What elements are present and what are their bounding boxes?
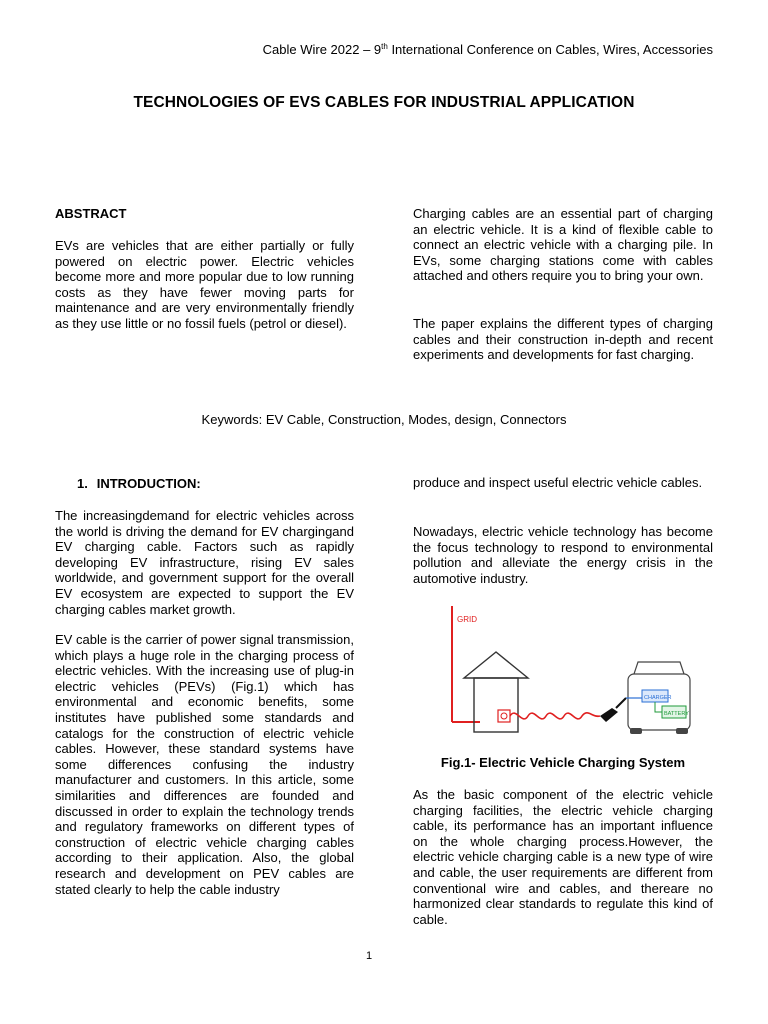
battery-label: BATTERY bbox=[664, 711, 689, 717]
header-superscript: th bbox=[381, 42, 388, 51]
battery-link bbox=[655, 702, 662, 712]
intro-paragraph-1 bbox=[55, 508, 354, 617]
figure-caption bbox=[413, 754, 713, 772]
car-wheel-left bbox=[630, 728, 642, 734]
abstract-p2-text: Charging cables are an essential part of charging an electric vehicle. It is a kind of flexible cable to connect an electric vehicle with a charging pile. In EVs, some charging stations come with cables attached and others require you to bring your own. bbox=[413, 206, 713, 284]
header-prefix: Cable Wire 2022 – 9 bbox=[262, 42, 382, 57]
header-suffix: International Conference on Cables, Wires, Accessories bbox=[387, 42, 713, 57]
outlet-socket-icon bbox=[501, 713, 507, 719]
intro-p5-text: As the basic component of the electric vehicle charging facilities, the electric vehicle charging cable, its performance has an important influence on the whole charging process.However, the electric vehicle charging cable is a new type of wire and cable, the user requirements are different from conventional wire and cables, and thereare no harmonized clear standards to regulate this kind of cable. bbox=[413, 787, 713, 927]
paper-title: TECHNOLOGIES OF EVS CABLES FOR INDUSTRIAL APPLICATION bbox=[133, 94, 635, 111]
intro-paragraph-4 bbox=[413, 524, 713, 586]
charging-cable bbox=[510, 713, 600, 719]
intro-p3-text: produce and inspect useful electric vehicle cables. bbox=[413, 475, 703, 490]
intro-p4-text: Nowadays, electric vehicle technology has become the focus technology to respond to environmental pollution and alleviate the energy crisis in the automotive industry. bbox=[413, 524, 713, 586]
abstract-heading-text: ABSTRACT bbox=[55, 206, 127, 221]
intro-paragraph-5 bbox=[413, 787, 713, 927]
house-roof-icon bbox=[464, 652, 528, 678]
page-number: 1 bbox=[365, 950, 373, 962]
ev-charging-figure bbox=[440, 600, 700, 740]
plug-pin bbox=[616, 698, 626, 708]
outlet-icon bbox=[498, 710, 510, 722]
abstract-paragraph-2 bbox=[413, 206, 713, 284]
car-wheel-right bbox=[676, 728, 688, 734]
intro-p1-text: The increasingdemand for electric vehicles across the world is driving the demand for EV chargingand EV charging cable. Factors such as rapidly developing EV infrastructure, rising EV sales worldwide, and government support for the overall EV ecosystem are expected to support the EV charging cables market growth. bbox=[55, 508, 354, 617]
section-number: 1. bbox=[77, 476, 88, 491]
abstract-p1-text: EVs are vehicles that are either partially or fully powered on electric power. Electric vehicles become more and more popular due to low running costs as they have fewer moving parts for maintenance and are very environmentally friendly as they use little or no fossil fuels (petrol or diesel). bbox=[55, 238, 354, 331]
intro-paragraph-2 bbox=[55, 632, 354, 897]
grid-label: GRID bbox=[457, 615, 477, 624]
running-header bbox=[263, 42, 713, 57]
keywords-line: Keywords: EV Cable, Construction, Modes, design, Connectors bbox=[201, 412, 567, 427]
figure-caption-text: Fig.1- Electric Vehicle Charging System bbox=[440, 755, 686, 770]
abstract-heading bbox=[55, 206, 354, 221]
charger-label: CHARGER bbox=[644, 695, 672, 701]
house-icon bbox=[474, 678, 518, 732]
introduction-heading bbox=[55, 475, 354, 493]
abstract-paragraph-3 bbox=[413, 316, 713, 363]
abstract-p3-text: The paper explains the different types of charging cables and their construction in-depth and recent experiments and developments for fast charging. bbox=[413, 316, 713, 363]
abstract-paragraph-1 bbox=[55, 238, 354, 332]
intro-paragraph-3 bbox=[413, 475, 713, 491]
ev-charging-diagram bbox=[440, 600, 700, 740]
charging-plug-icon bbox=[600, 708, 618, 722]
section-title: INTRODUCTION: bbox=[96, 476, 201, 491]
car-roof-icon bbox=[634, 662, 684, 674]
intro-p2-text: EV cable is the carrier of power signal transmission, which plays a huge role in the charging process of electric vehicles. With the increasing use of plug-in electric vehicles (PEVs) (Fig.1) which has environmental and economic benefits, some institutes have published some standards and catalogs for the construction of electric vehicle cables. However, these standard systems have some differences confusing the industry manufacturer and customers. In this article, some similarities and differences are founded and discussed in order to explain the technology trends and regulatory frameworks on different types of construction of electric vehicle charging cables according to their application. Also, the global research and development on PEV cables are stated clearly to help the cable industry bbox=[55, 632, 354, 897]
